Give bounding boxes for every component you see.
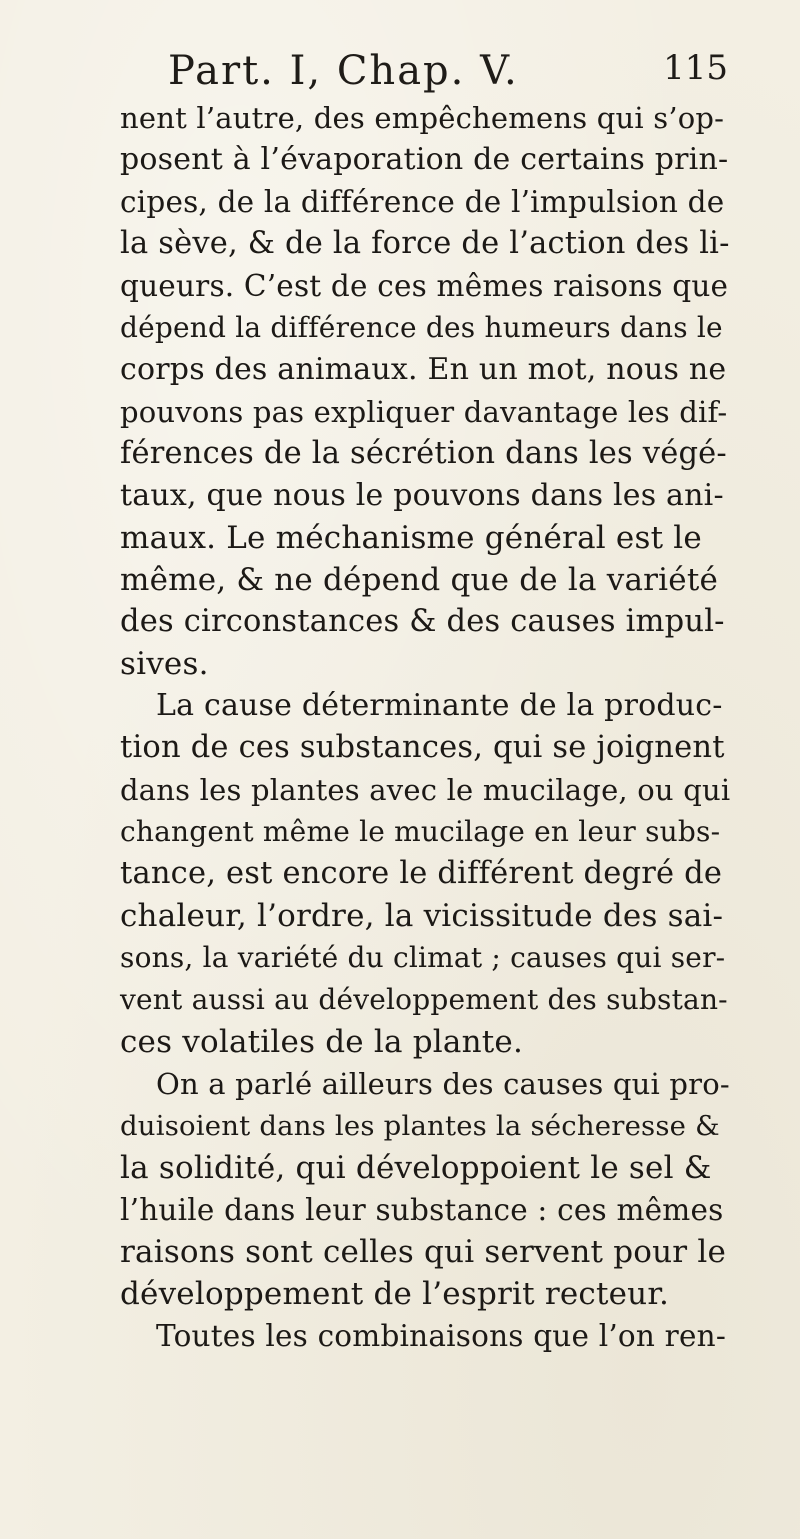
text-line: tance, est encore le différent degré de	[120, 856, 723, 891]
text-line: changent même le mucilage en leur subs-	[120, 815, 721, 848]
page-number: 115	[663, 48, 728, 88]
text-line: Toutes les combinaisons que l’on ren-	[156, 1319, 726, 1353]
text-line: queurs. C’est de ces mêmes raisons que	[120, 269, 729, 303]
text-line: La cause déterminante de la produc-	[156, 688, 723, 723]
text-line: tion de ces substances, qui se joignent	[120, 730, 725, 765]
text-line: chaleur, l’ordre, la vicissitude des sai-	[120, 898, 724, 934]
text-line: nent l’autre, des empêchemens qui s’op-	[120, 101, 725, 135]
text-line: taux, que nous le pouvons dans les ani-	[120, 478, 724, 513]
text-line: corps des animaux. En un mot, nous ne	[120, 352, 727, 387]
text-line: l’huile dans leur substance : ces mêmes	[120, 1193, 724, 1227]
running-head-title: Part. I, Chap. V.	[168, 48, 519, 94]
text-line: sives.	[120, 646, 209, 682]
text-line: férences de la sécrétion dans les végé-	[120, 436, 727, 471]
text-line: pouvons pas expliquer davantage les dif-	[120, 395, 728, 429]
text-line: sons, la variété du climat ; causes qui ser-	[120, 941, 726, 974]
text-line: raisons sont celles qui servent pour le	[120, 1234, 727, 1270]
text-line: des circonstances & des causes impul-	[120, 604, 725, 639]
text-line: la solidité, qui développoient le sel &	[120, 1150, 712, 1186]
text-line: même, & ne dépend que de la variété	[120, 562, 719, 598]
text-line: maux. Le méchanisme général est le	[120, 520, 702, 556]
text-line: la sève, & de la force de l’action des li-	[120, 226, 730, 261]
text-line: duisoient dans les plantes la sécheresse &	[120, 1110, 720, 1142]
text-line: dépend la différence des humeurs dans le	[120, 311, 723, 344]
text-line: cipes, de la différence de l’impulsion de	[120, 185, 725, 219]
running-head	[168, 48, 728, 100]
text-line: vent aussi au développement des substan-	[120, 983, 728, 1016]
text-line: posent à l’évaporation de certains prin-	[120, 142, 729, 177]
text-line: ces volatiles de la plante.	[120, 1024, 523, 1060]
text-line: On a parlé ailleurs des causes qui pro-	[156, 1067, 730, 1101]
text-line: dans les plantes avec le mucilage, ou qui	[120, 773, 731, 807]
text-line: développement de l’esprit recteur.	[120, 1276, 669, 1312]
